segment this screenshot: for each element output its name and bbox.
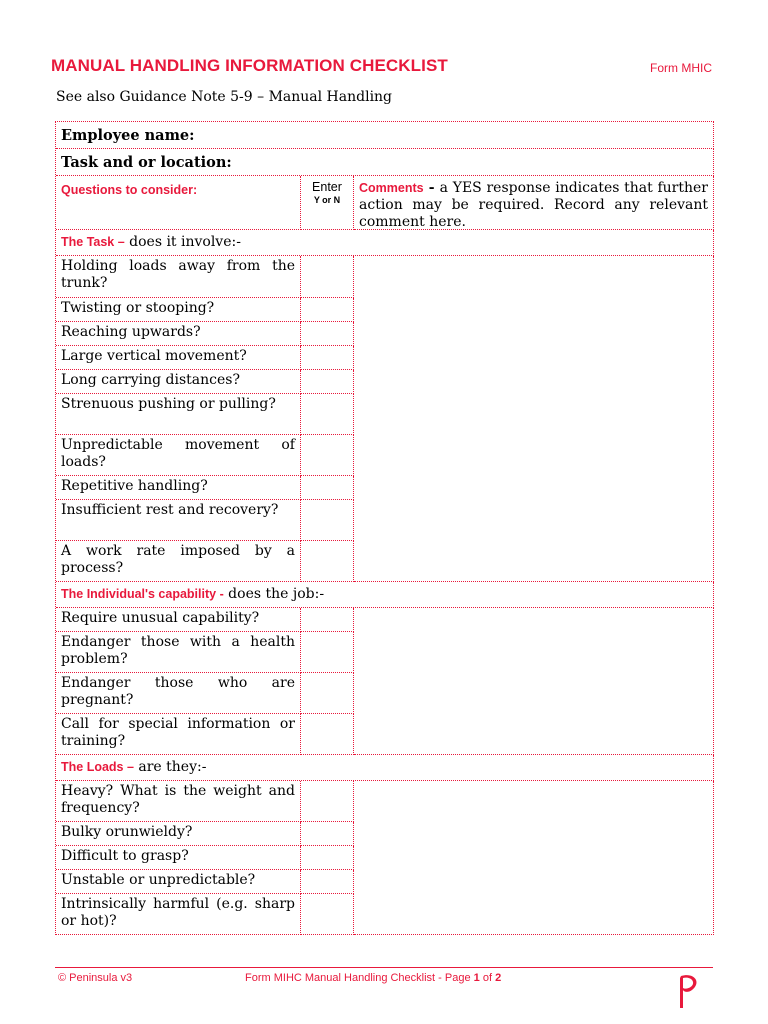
task-location-row: [56, 149, 714, 176]
question-text: Bulky orunwieldy?: [56, 822, 301, 846]
question-text: Strenuous pushing or pulling?: [56, 394, 301, 435]
question-row: [56, 256, 354, 298]
yes-no-entry-field[interactable]: [301, 500, 354, 541]
yes-no-entry-field[interactable]: [301, 781, 354, 822]
footer-doc-title: Form MIHC Manual Handling Checklist - Page: [245, 972, 474, 984]
question-text: Endanger those who are pregnant?: [56, 673, 301, 714]
question-text: Insufficient rest and recovery?: [56, 500, 301, 541]
question-row: [56, 500, 354, 541]
question-text: Reaching upwards?: [56, 322, 301, 346]
section-header: [56, 582, 714, 608]
question-text: A work rate imposed by a process?: [56, 541, 301, 582]
question-text: Large vertical movement?: [56, 346, 301, 370]
yes-no-entry-field[interactable]: [301, 370, 354, 394]
question-row: [56, 846, 354, 870]
question-row: [56, 394, 354, 435]
footer-page-number: 1: [473, 972, 480, 984]
section-prompt: does it involve:-: [124, 234, 241, 250]
question-list: [56, 256, 354, 582]
comments-header: [354, 176, 714, 230]
employee-name-field[interactable]: Employee name:: [56, 122, 714, 149]
question-group: [56, 781, 714, 935]
yes-no-entry-field[interactable]: [301, 394, 354, 435]
question-text: Intrinsically harmful (e.g. sharp or hot)?: [56, 894, 301, 935]
page-title: MANUAL HANDLING INFORMATION CHECKLIST: [51, 56, 448, 75]
question-row: [56, 476, 354, 500]
column-header-row: [56, 176, 714, 230]
comments-field[interactable]: [354, 781, 714, 935]
question-row: [56, 346, 354, 370]
footer-divider: [55, 967, 713, 968]
comments-field[interactable]: [354, 608, 714, 755]
section-title: [56, 230, 714, 256]
questions-header-label: Questions to consider:: [61, 183, 198, 197]
form-code: Form MHIC: [650, 61, 712, 75]
question-text: Call for special information or training?: [56, 714, 301, 755]
question-row: [56, 781, 354, 822]
enter-header: [301, 176, 354, 230]
question-row: [56, 822, 354, 846]
question-row: [56, 632, 354, 673]
yes-no-entry-field[interactable]: [301, 608, 354, 632]
yes-no-entry-field[interactable]: [301, 673, 354, 714]
section-label: The Loads –: [61, 760, 134, 774]
question-text: Long carrying distances?: [56, 370, 301, 394]
question-text: Heavy? What is the weight and frequency?: [56, 781, 301, 822]
yes-no-entry-field[interactable]: [301, 256, 354, 298]
question-row: [56, 298, 354, 322]
comments-header-label: Comments: [359, 181, 424, 195]
footer-page-info: [245, 972, 501, 984]
question-text: Difficult to grasp?: [56, 846, 301, 870]
employee-name-row: [56, 122, 714, 149]
question-text: Unstable or unpredictable?: [56, 870, 301, 894]
section-prompt: are they:-: [133, 759, 207, 775]
question-list: [56, 608, 354, 755]
comments-header-text: a YES response indicates that further action may be required. Record any relevant comment here.: [359, 180, 708, 230]
question-row: [56, 870, 354, 894]
question-group: [56, 608, 714, 755]
task-location-field[interactable]: Task and or location:: [56, 149, 714, 176]
yes-no-entry-field[interactable]: [301, 322, 354, 346]
yes-no-entry-field[interactable]: [301, 846, 354, 870]
question-text: Holding loads away from the trunk?: [56, 256, 301, 298]
footer-copyright: © Peninsula v3: [58, 972, 133, 984]
section-header: [56, 755, 714, 781]
section-title: [56, 755, 714, 781]
question-row: [56, 894, 354, 935]
yes-no-entry-field[interactable]: [301, 298, 354, 322]
question-group: [56, 256, 714, 582]
yes-no-entry-field[interactable]: [301, 476, 354, 500]
yes-no-entry-field[interactable]: [301, 435, 354, 476]
comments-header-dash: -: [423, 180, 440, 196]
footer-page-total: 2: [495, 972, 502, 984]
section-header: [56, 230, 714, 256]
sections-container: [56, 230, 714, 935]
section-label: The Task –: [61, 235, 125, 249]
yes-no-entry-field[interactable]: [301, 894, 354, 935]
peninsula-logo: [672, 970, 702, 1010]
question-row: [56, 608, 354, 632]
question-text: Repetitive handling?: [56, 476, 301, 500]
enter-header-bottom: Y or N: [313, 195, 341, 205]
yes-no-entry-field[interactable]: [301, 870, 354, 894]
questions-header: [56, 176, 301, 230]
checklist-table: [55, 121, 714, 935]
yes-no-entry-field[interactable]: [301, 541, 354, 582]
question-text: Twisting or stooping?: [56, 298, 301, 322]
section-prompt: does the job:-: [223, 586, 325, 602]
yes-no-entry-field[interactable]: [301, 346, 354, 370]
section-title: [56, 582, 714, 608]
footer-of: of: [479, 972, 496, 984]
question-text: Endanger those with a health problem?: [56, 632, 301, 673]
section-label: The Individual's capability -: [61, 587, 224, 601]
question-row: [56, 322, 354, 346]
yes-no-entry-field[interactable]: [301, 822, 354, 846]
question-text: Require unusual capability?: [56, 608, 301, 632]
question-row: [56, 370, 354, 394]
question-row: [56, 435, 354, 476]
yes-no-entry-field[interactable]: [301, 714, 354, 755]
question-row: [56, 541, 354, 582]
question-row: [56, 714, 354, 755]
see-also-note: See also Guidance Note 5-9 – Manual Handling: [56, 89, 393, 105]
enter-header-top: Enter: [312, 180, 342, 194]
yes-no-entry-field[interactable]: [301, 632, 354, 673]
question-row: [56, 673, 354, 714]
question-text: Unpredictable movement of loads?: [56, 435, 301, 476]
comments-field[interactable]: [354, 256, 714, 582]
question-list: [56, 781, 354, 935]
